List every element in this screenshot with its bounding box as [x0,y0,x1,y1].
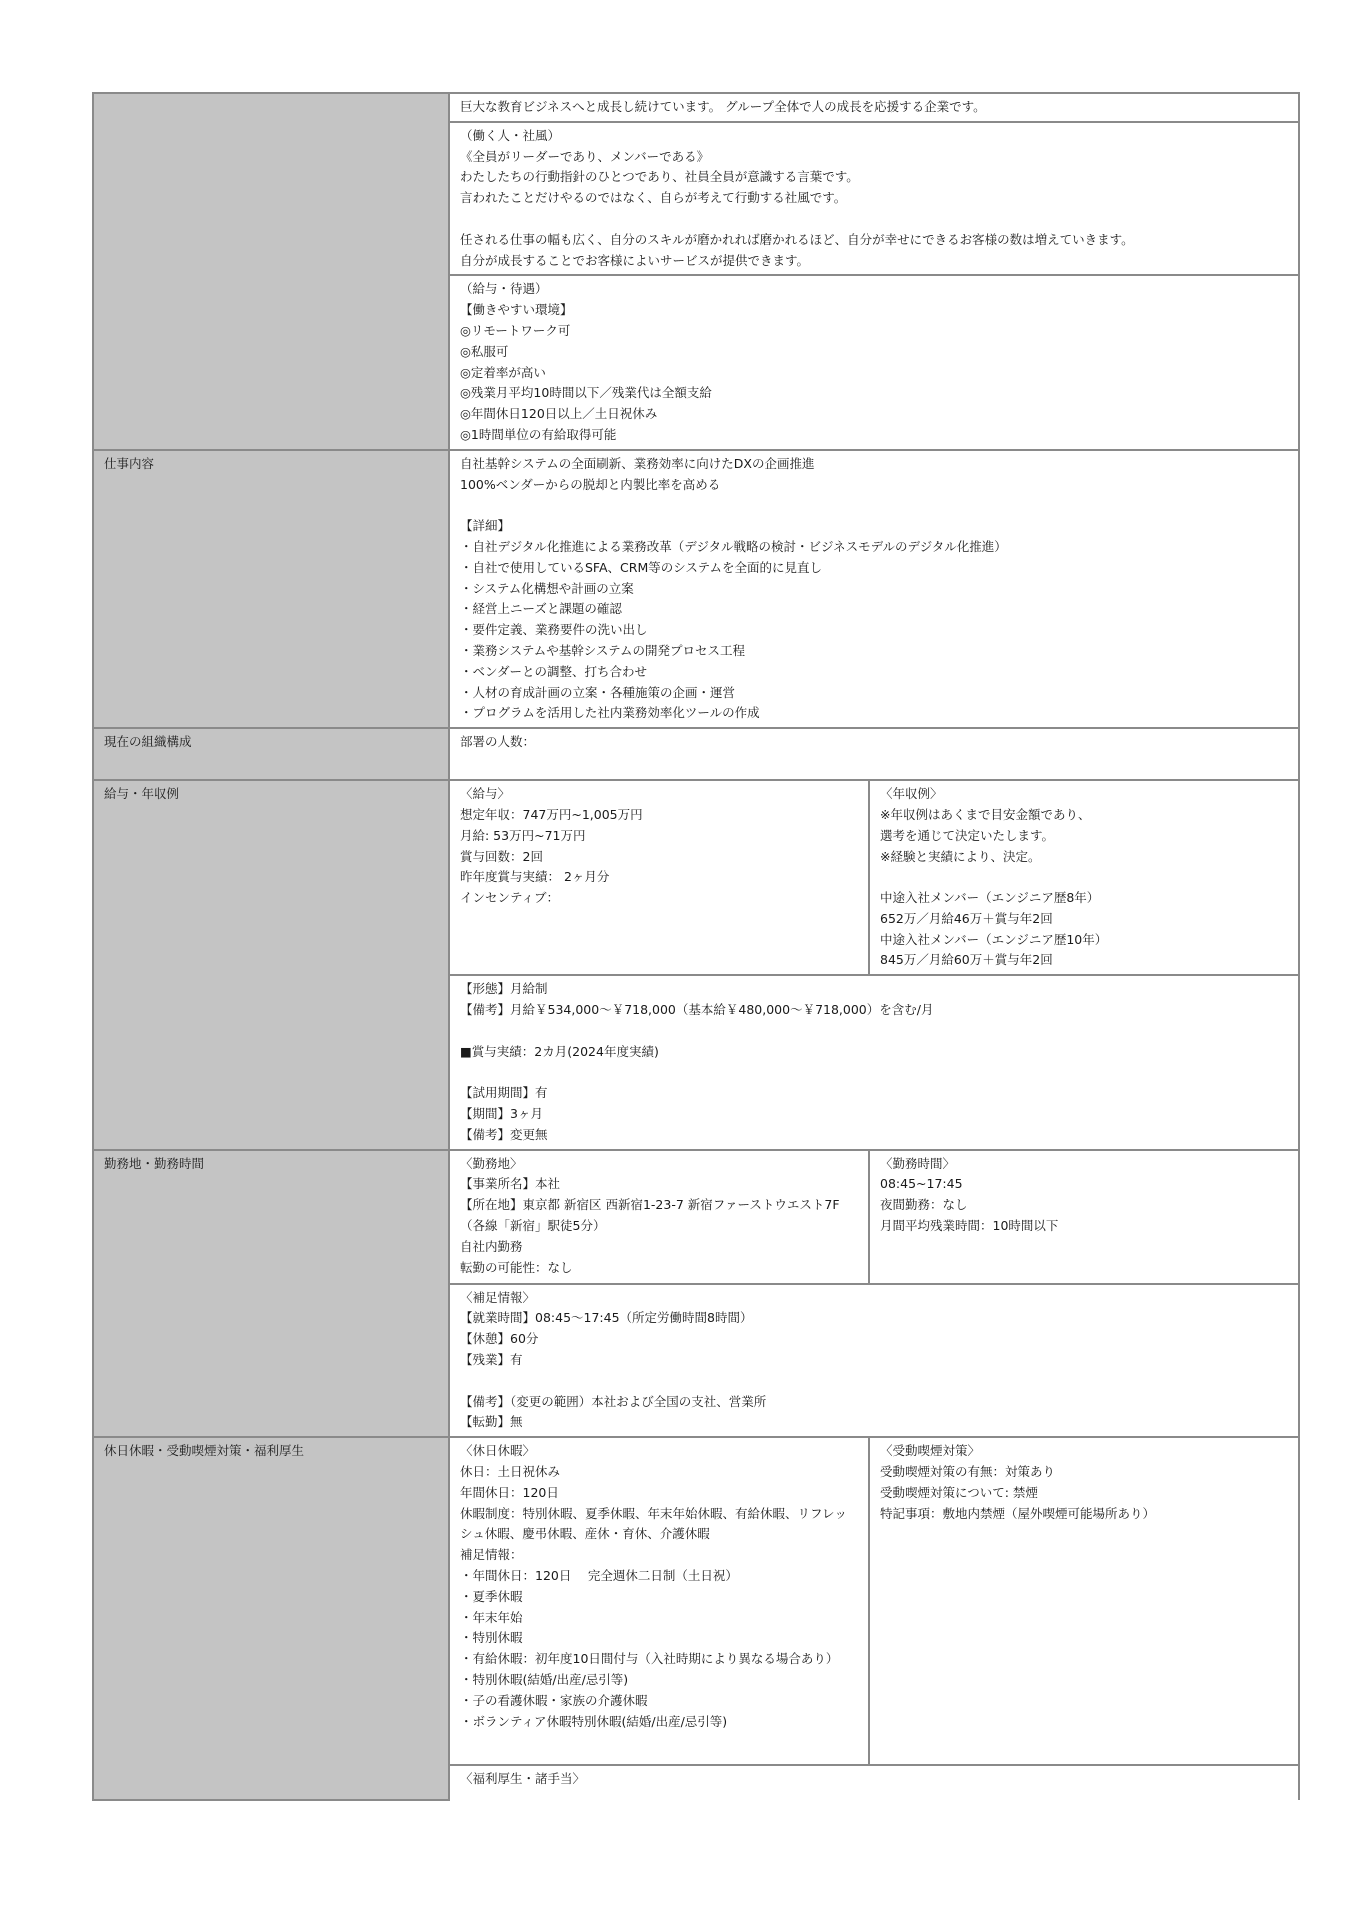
company-culture-text: （働く人・社風） 《全員がリーダーであり、メンバーである》 わたしたちの行動指針のひとつであり、社員全員が意識する言葉です。 言われたことだけやるのではなく、自らが考えて行動する社風です。 任される仕事の幅も広く、自分のスキルが磨かれれば磨かれるほど、自分が幸せにできるお客様の数は増えていきます。 自分が成長することでお客様によいサービスが提供できます。 [449,122,1299,276]
table-row [93,93,1299,122]
annual-income-example-text: 〈年収例〉 ※年収例はあくまで目安金額であり、 選考を通じて決定いたします。 ※経験と実績により、決定。 中途入社メンバー（エンジニア歴8年） 652万／月給46万＋賞与年2回 中途入社メンバー（エンジニア歴10年） 845万／月給60万＋賞与年2回 [869,780,1299,975]
work-hours-text: 〈勤務時間〉 08:45~17:45 夜間勤務：なし 月間平均残業時間：10時間以下 [869,1150,1299,1284]
company-benefits-text: （給与・待遇） 【働きやすい環境】 ◎リモートワーク可 ◎私服可 ◎定着率が高い ◎残業月平均10時間以下／残業代は全額支給 ◎年間休日120日以上／土日祝休み ◎1時間単位の有給取得可能 [449,275,1299,449]
salary-details-text: 【形態】月給制 【備考】月給￥534,000～￥718,000（基本給￥480,000～￥718,000）を含む/月 ■賞与実績：2カ月(2024年度実績) 【試用期間】有 【期間】3ヶ月 【備考】変更無 [449,975,1299,1149]
table-row [93,1437,1299,1765]
table-row [93,728,1299,780]
job-description-text: 自社基幹システムの全面刷新、業務効率に向けたDXの企画推進 100%ベンダーからの脱却と内製比率を高める 【詳細】 ・自社デジタル化推進による業務改革（デジタル戦略の検討・ビジネスモデルのデジタル化推進） ・自社で使用しているSFA、CRM等のシステムを全面的に見直し ・システム化構想や計画の立案 ・経営上ニーズと課題の確認 ・要件定義、業務要件の洗い出し ・業務システムや基幹システムの開発プロセス工程 ・ベンダーとの調整、打ち合わせ ・人材の育成計画の立案・各種施策の企画・運営 ・プログラムを活用した社内業務効率化ツールの作成 [449,450,1299,728]
row-label-holidays-welfare: 休日休暇・受動喫煙対策・福利厚生 [93,1437,449,1800]
welfare-allowances-text: 〈福利厚生・諸手当〉 [449,1765,1299,1800]
work-location-text: 〈勤務地〉 【事業所名】本社 【所在地】東京都 新宿区 西新宿1-23-7 新宿ファーストウエスト7F （各線「新宿」駅徒5分） 自社内勤務 転勤の可能性：なし [449,1150,869,1284]
company-intro-text: 巨大な教育ビジネスへと成長し続けています。 グループ全体で人の成長を応援する企業です。 [449,93,1299,122]
row-label-job-description: 仕事内容 [93,450,449,728]
row-label-organization: 現在の組織構成 [93,728,449,780]
holidays-text: 〈休日休暇〉 休日：土日祝休み 年間休日：120日 休暇制度：特別休暇、夏季休暇、年末年始休暇、有給休暇、リフレッシュ休暇、慶弔休暇、産休・育休、介護休暇 補足情報： ・年間休日：120日 完全週休二日制（土日祝） ・夏季休暇 ・年末年始 ・特別休暇 ・有給休暇：初年度10日間付与（入社時期により異なる場合あり） ・特別休暇(結婚/出産/忌引等) ・子の看護休暇・家族の介護休暇 ・ボランティア休暇特別休暇(結婚/出産/忌引等) [449,1437,869,1765]
row-label-location-hours: 勤務地・勤務時間 [93,1150,449,1438]
job-posting-table [92,92,1300,1801]
table-row [93,780,1299,975]
salary-text: 〈給与〉 想定年収：747万円~1,005万円 月給: 53万円~71万円 賞与回数：2回 昨年度賞与実績： 2ヶ月分 インセンティブ： [449,780,869,975]
organization-text: 部署の人数： [449,728,1299,780]
passive-smoking-text: 〈受動喫煙対策〉 受動喫煙対策の有無：対策あり 受動喫煙対策について: 禁煙 特記事項：敷地内禁煙（屋外喫煙可能場所あり） [869,1437,1299,1765]
table-row [93,450,1299,728]
row-label-salary: 給与・年収例 [93,780,449,1150]
table-row [93,1150,1299,1284]
row-label-company-intro [93,93,449,450]
supplementary-info-text: 〈補足情報〉 【就業時間】08:45～17:45（所定労働時間8時間） 【休憩】60分 【残業】有 【備考】（変更の範囲）本社および全国の支社、営業所 【転勤】無 [449,1284,1299,1438]
